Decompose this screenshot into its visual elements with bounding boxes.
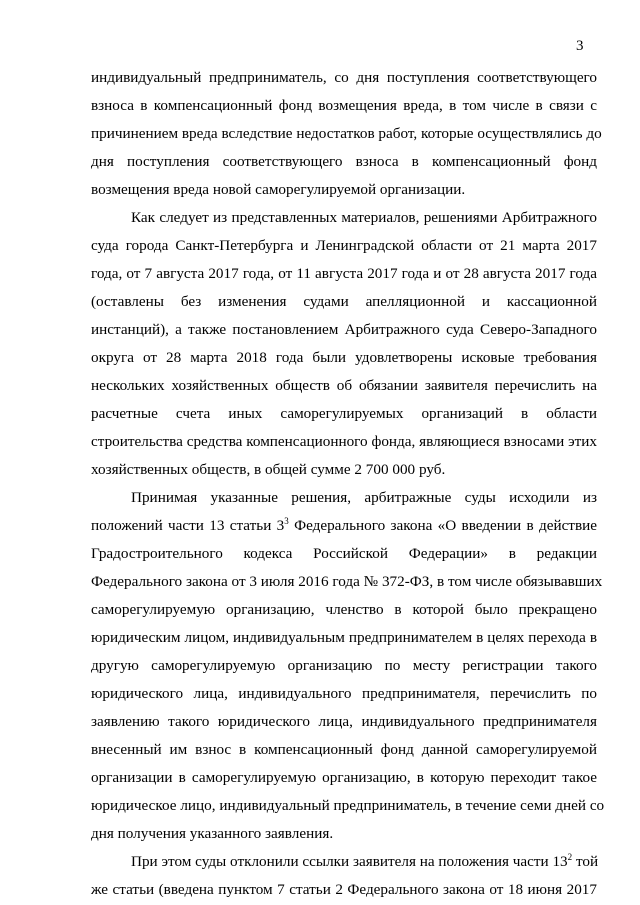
- text-line: нескольких хозяйственных обществ об обязании заявителя перечислить на: [91, 377, 597, 394]
- text-line: юридического лица, индивидуального предпринимателя, перечислить по: [91, 685, 597, 702]
- text-line: положений части 13 статьи $3^3$ Федерального закона «О введении в действие: [91, 516, 597, 534]
- text-line: года, от 7 августа 2017 года, от 11 августа 2017 года и от 28 августа 2017 года: [91, 265, 597, 282]
- superscript: 2: [567, 852, 573, 862]
- text-line: возмещения вреда новой саморегулируемой организации.: [91, 181, 466, 198]
- text-line: округа от 28 марта 2018 года были удовлетворены исковые требования: [91, 349, 597, 366]
- text-line: строительства средства компенсационного фонда, являющиеся взносами этих: [91, 433, 597, 450]
- text-line: организации в саморегулируемую организацию, в которую переходит такое: [91, 769, 597, 786]
- text-line: внесенный им взнос в компенсационный фонд данной саморегулируемой: [91, 741, 597, 758]
- text-line: Федерального закона от 3 июля 2016 года № 372-ФЗ, в том числе обязывавших: [91, 573, 603, 590]
- paragraph-first-line: Как следует из представленных материалов, решениями Арбитражного: [131, 209, 597, 226]
- paragraph-first-line: При этом суды отклонили ссылки заявителя на положения части $13^2$ той: [131, 852, 599, 870]
- text-line: причинением вреда вследствие недостатков работ, которые осуществлялись до: [91, 125, 602, 142]
- text-line: юридическим лицом, индивидуальным предпринимателем в целях перехода в: [91, 629, 597, 646]
- text-line: дня поступления соответствующего взноса в компенсационный фонд: [91, 153, 597, 170]
- text-line: индивидуальный предприниматель, со дня поступления соответствующего: [91, 69, 597, 86]
- text-line: саморегулируемую организацию, членство в которой было прекращено: [91, 601, 597, 618]
- page-number: 3: [576, 38, 584, 54]
- text-line: суда города Санкт-Петербурга и Ленинградской области от 21 марта 2017: [91, 237, 597, 254]
- text-line: же статьи (введена пунктом 7 статьи 2 Федерального закона от 18 июня 2017: [91, 881, 597, 898]
- paragraph-first-line: Принимая указанные решения, арбитражные суды исходили из: [131, 489, 597, 506]
- text-line: дня получения указанного заявления.: [91, 825, 334, 842]
- text-line: хозяйственных обществ, в общей сумме 2 700 000 руб.: [91, 461, 446, 478]
- text-line: юридическое лицо, индивидуальный предприниматель, в течение семи дней со: [91, 797, 605, 814]
- text-line: расчетные счета иных саморегулируемых организаций в области: [91, 405, 597, 422]
- text-line: взноса в компенсационный фонд возмещения вреда, в том числе в связи с: [91, 97, 597, 114]
- text-line: Градостроительного кодекса Российской Федерации» в редакции: [91, 545, 597, 562]
- text-line: (оставлены без изменения судами апелляционной и кассационной: [91, 293, 597, 310]
- text-line: другую саморегулируемую организацию по месту регистрации такого: [91, 657, 597, 674]
- text-line: инстанций), а также постановлением Арбитражного суда Северо-Западного: [91, 321, 597, 338]
- superscript: 3: [284, 516, 289, 526]
- text-line: заявлению такого юридического лица, индивидуального предпринимателя: [91, 713, 597, 730]
